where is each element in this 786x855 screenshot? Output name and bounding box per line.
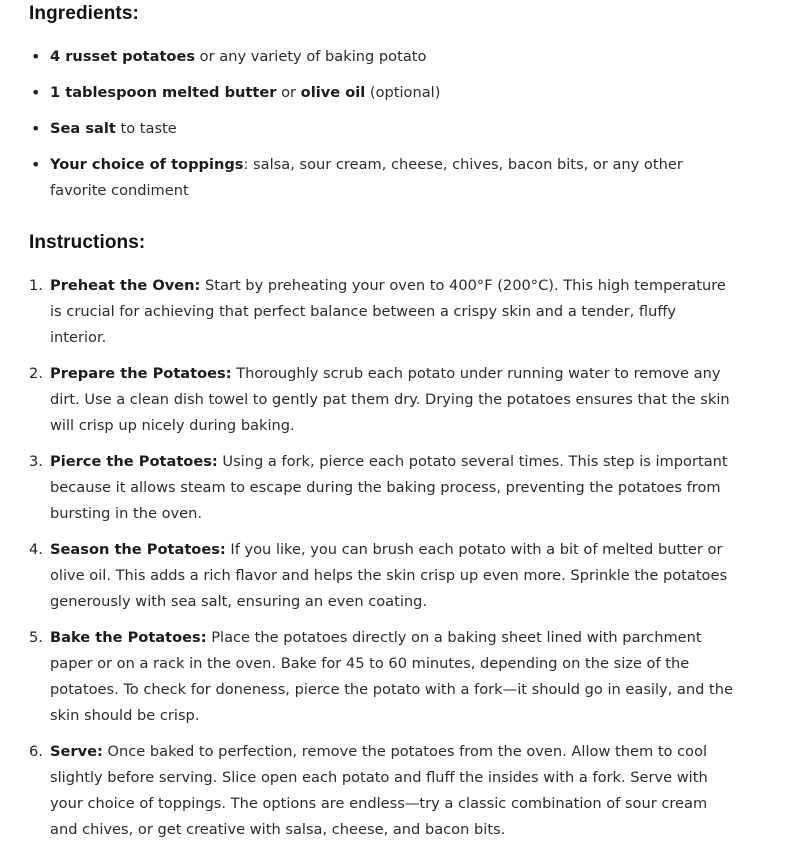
bullet-icon: • <box>31 119 41 138</box>
ingredient-item <box>0 116 786 142</box>
step-number: 1. <box>29 277 43 294</box>
ingredient-name: Your choice of toppings <box>50 156 244 173</box>
ingredient-detail: to taste <box>115 120 177 137</box>
instruction-step <box>0 273 786 351</box>
step-text: Thoroughly scrub each potato under running water to remove any dirt. Use a clean dish towel to gently pat them dry. Drying the potatoes ensures that the skin will crisp up nicely during baking. <box>50 365 730 434</box>
step-text: Place the potatoes directly on a baking sheet lined with parchment paper or on a rack in the oven. Bake for 45 to 60 minutes, depending on the size of the potatoes. To check for doneness, pierce the potato with a fork—it should go in easily, and the skin should be crisp. <box>50 629 733 724</box>
step-text: Using a fork, pierce each potato several times. This step is important because it allows steam to escape during the baking process, preventing the potatoes from bursting in the oven. <box>50 453 728 522</box>
ingredient-connector: or <box>276 84 301 101</box>
step-number: 4. <box>29 541 43 558</box>
instructions-list <box>0 273 786 853</box>
instruction-step <box>0 739 786 843</box>
ingredient-item <box>0 152 786 204</box>
ingredients-heading: Ingredients: <box>29 3 139 24</box>
step-title: Preheat the Oven: <box>50 277 201 294</box>
ingredient-item <box>0 44 786 70</box>
step-text: Once baked to perfection, remove the potatoes from the oven. Allow them to cool slightly before serving. Slice open each potato and fluff the insides with a fork. Serve with your choice of toppings. The options are endless—try a classic combination of sour cream and chives, or get creative with salsa, cheese, and bacon bits. <box>50 743 708 838</box>
ingredient-name: 4 russet potatoes <box>50 48 196 65</box>
instructions-heading: Instructions: <box>29 232 146 253</box>
step-title: Bake the Potatoes: <box>50 629 207 646</box>
step-number: 6. <box>29 743 43 760</box>
bullet-icon: • <box>31 155 41 174</box>
instruction-step <box>0 537 786 615</box>
ingredient-alt-name: olive oil <box>300 84 366 101</box>
ingredients-list <box>0 44 786 214</box>
ingredient-name: Sea salt <box>50 120 116 137</box>
bullet-icon: • <box>31 47 41 66</box>
step-number: 3. <box>29 453 43 470</box>
ingredient-detail: or any variety of baking potato <box>195 48 427 65</box>
step-title: Season the Potatoes: <box>50 541 226 558</box>
step-title: Prepare the Potatoes: <box>50 365 232 382</box>
instruction-step <box>0 449 786 527</box>
step-number: 5. <box>29 629 43 646</box>
ingredient-detail: : salsa, sour cream, cheese, chives, bacon bits, or any other favorite condiment <box>50 156 683 199</box>
instruction-step <box>0 625 786 729</box>
ingredient-detail: (optional) <box>365 84 441 101</box>
instruction-step <box>0 361 786 439</box>
bullet-icon: • <box>31 83 41 102</box>
ingredient-item <box>0 80 786 106</box>
step-title: Serve: <box>50 743 103 760</box>
step-text: Start by preheating your oven to 400°F (200°C). This high temperature is crucial for achieving that perfect balance between a crispy skin and a tender, fluffy interior. <box>50 277 726 346</box>
ingredient-name: 1 tablespoon melted butter <box>50 84 277 101</box>
step-text: If you like, you can brush each potato with a bit of melted butter or olive oil. This adds a rich flavor and helps the skin crisp up even more. Sprinkle the potatoes generously with sea salt, ensuring an even coating. <box>50 541 728 610</box>
step-number: 2. <box>29 365 43 382</box>
step-title: Pierce the Potatoes: <box>50 453 218 470</box>
